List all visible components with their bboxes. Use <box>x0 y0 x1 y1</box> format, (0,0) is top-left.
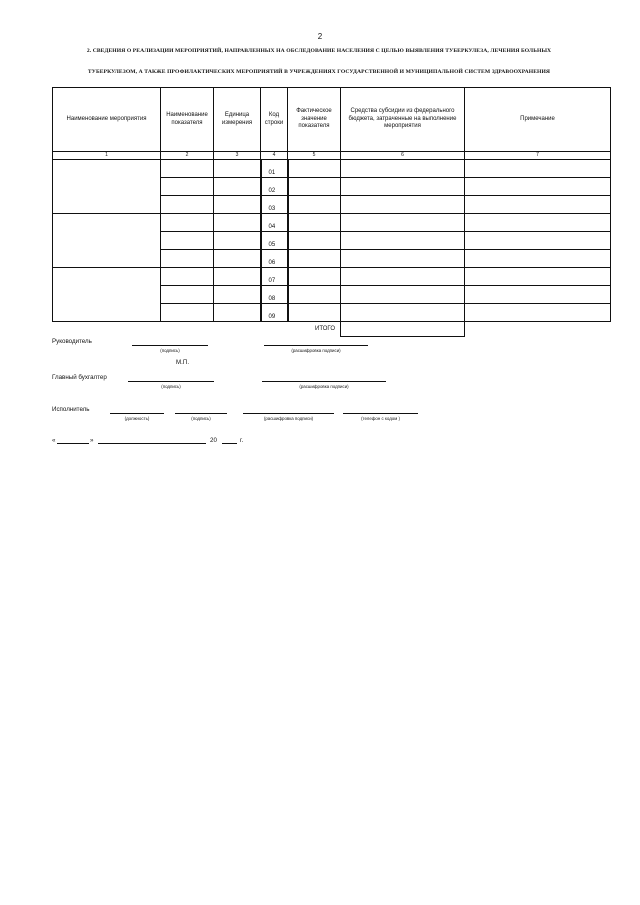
header-note: Примечание <box>465 88 611 152</box>
header-measure-name: Наименование мероприятия <box>53 88 161 152</box>
unit-cell[interactable] <box>214 214 261 232</box>
note-cell[interactable] <box>465 304 611 322</box>
indicator-cell[interactable] <box>161 268 214 286</box>
subsidy-cell[interactable] <box>341 304 465 322</box>
measure-name-cell[interactable] <box>53 268 161 322</box>
row-code-cell: 07 <box>261 268 288 286</box>
page-number: 2 <box>317 32 323 41</box>
measure-name-cell[interactable] <box>53 214 161 268</box>
subsidy-cell[interactable] <box>341 178 465 196</box>
actual-value-cell[interactable] <box>288 268 341 286</box>
column-number: 3 <box>214 152 261 160</box>
column-number: 2 <box>161 152 214 160</box>
subsidy-cell[interactable] <box>341 268 465 286</box>
head-signature-caption: (подпись) <box>160 348 180 353</box>
row-code-cell: 02 <box>261 178 288 196</box>
header-subsidy-funds: Средства субсидии из федерального бюджета, затраченные на выполнение мероприятия <box>341 88 465 152</box>
table-row <box>53 214 611 232</box>
unit-cell[interactable] <box>214 196 261 214</box>
indicator-cell[interactable] <box>161 232 214 250</box>
table-row <box>53 268 611 286</box>
header-actual-value: Фактическое значение показателя <box>288 88 341 152</box>
section-title-line-1: 2. СВЕДЕНИЯ О РЕАЛИЗАЦИИ МЕРОПРИЯТИЙ, НАПРАВЛЕННЫХ НА ОБСЛЕДОВАНИЕ НАСЕЛЕНИЯ С ЦЕЛЬЮ ВЫЯВЛЕНИЯ ТУБЕРКУЛЕЗА, ЛЕЧЕНИЯ БОЛЬНЫХ <box>86 48 552 54</box>
executor-decode-line[interactable] <box>243 413 334 414</box>
actual-value-cell[interactable] <box>288 304 341 322</box>
unit-cell[interactable] <box>214 304 261 322</box>
accountant-decode-caption: (расшифровка подписи) <box>299 384 349 389</box>
indicator-cell[interactable] <box>161 196 214 214</box>
indicator-cell[interactable] <box>161 214 214 232</box>
row-code-cell: 06 <box>261 250 288 268</box>
row-code-cell: 08 <box>261 286 288 304</box>
date-year-suffix: г. <box>240 437 244 444</box>
note-cell[interactable] <box>465 286 611 304</box>
accountant-decode-line[interactable] <box>262 381 386 382</box>
indicator-cell[interactable] <box>161 250 214 268</box>
unit-cell[interactable] <box>214 268 261 286</box>
actual-value-cell[interactable] <box>288 196 341 214</box>
note-cell[interactable] <box>465 178 611 196</box>
column-number-row <box>53 152 611 160</box>
total-subsidy-cell[interactable] <box>341 322 465 337</box>
indicator-cell[interactable] <box>161 178 214 196</box>
measure-name-cell[interactable] <box>53 160 161 214</box>
table-row <box>53 160 611 178</box>
note-cell[interactable] <box>465 214 611 232</box>
date-day-line[interactable] <box>57 443 89 444</box>
unit-cell[interactable] <box>214 178 261 196</box>
note-cell[interactable] <box>465 232 611 250</box>
unit-cell[interactable] <box>214 286 261 304</box>
indicator-cell[interactable] <box>161 304 214 322</box>
head-decode-line[interactable] <box>264 345 368 346</box>
section-title-line-2: ТУБЕРКУЛЕЗОМ, А ТАКЖЕ ПРОФИЛАКТИЧЕСКИХ МЕРОПРИЯТИЙ В УЧРЕЖДЕНИЯХ ГОСУДАРСТВЕННОЙ И МУНИЦИПАЛЬНОЙ СИСТЕМ ЗДРАВООХРАНЕНИЯ <box>87 69 551 75</box>
date-close-quote: » <box>90 437 94 444</box>
date-open-quote: « <box>52 437 56 444</box>
date-month-line[interactable] <box>98 443 206 444</box>
actual-value-cell[interactable] <box>288 160 341 178</box>
actual-value-cell[interactable] <box>288 178 341 196</box>
total-row <box>53 322 611 337</box>
note-cell[interactable] <box>465 160 611 178</box>
indicator-cell[interactable] <box>161 286 214 304</box>
row-code-cell: 05 <box>261 232 288 250</box>
date-year-prefix: 20 <box>210 437 217 444</box>
actual-value-cell[interactable] <box>288 286 341 304</box>
subsidy-cell[interactable] <box>341 286 465 304</box>
unit-cell[interactable] <box>214 250 261 268</box>
executor-signature-line[interactable] <box>175 413 227 414</box>
subsidy-cell[interactable] <box>341 250 465 268</box>
total-label: ИТОГО <box>315 325 335 332</box>
actual-value-cell[interactable] <box>288 232 341 250</box>
column-number: 7 <box>465 152 611 160</box>
row-code-cell: 09 <box>261 304 288 322</box>
note-cell[interactable] <box>465 250 611 268</box>
executor-decode-caption: (расшифровка подписи) <box>263 416 314 421</box>
row-code-cell: 01 <box>261 160 288 178</box>
column-number: 5 <box>288 152 341 160</box>
accountant-signature-caption: (подпись) <box>161 384 181 389</box>
head-decode-caption: (расшифровка подписи) <box>291 348 341 353</box>
actual-value-cell[interactable] <box>288 250 341 268</box>
header-indicator-name: Наименование показателя <box>161 88 214 152</box>
date-year-line[interactable] <box>222 443 237 444</box>
subsidy-cell[interactable] <box>341 196 465 214</box>
column-number: 4 <box>261 152 288 160</box>
executor-position-caption: (должность) <box>124 416 150 421</box>
row-code-cell: 04 <box>261 214 288 232</box>
stamp-place: М.П. <box>176 359 190 366</box>
head-signature-line[interactable] <box>132 345 208 346</box>
executor-position-line[interactable] <box>110 413 164 414</box>
note-cell[interactable] <box>465 268 611 286</box>
header-row-code: Код строки <box>261 88 288 152</box>
executor-phone-line[interactable] <box>343 413 418 414</box>
subsidy-cell[interactable] <box>341 160 465 178</box>
executor-label: Исполнитель <box>52 406 90 413</box>
accountant-signature-line[interactable] <box>128 381 214 382</box>
indicator-cell[interactable] <box>161 160 214 178</box>
measures-table <box>52 87 611 337</box>
header-unit: Единица измерения <box>214 88 261 152</box>
executor-signature-caption: (подпись) <box>191 416 211 421</box>
row-code-cell: 03 <box>261 196 288 214</box>
table-header-row <box>53 88 611 152</box>
unit-cell[interactable] <box>214 160 261 178</box>
accountant-label: Главный бухгалтер <box>52 374 107 381</box>
subsidy-cell[interactable] <box>341 214 465 232</box>
head-label: Руководитель <box>52 338 92 345</box>
subsidy-cell[interactable] <box>341 232 465 250</box>
column-number: 1 <box>53 152 161 160</box>
column-number: 6 <box>341 152 465 160</box>
unit-cell[interactable] <box>214 232 261 250</box>
executor-phone-caption: (телефон с кодом ) <box>361 416 400 421</box>
actual-value-cell[interactable] <box>288 214 341 232</box>
note-cell[interactable] <box>465 196 611 214</box>
